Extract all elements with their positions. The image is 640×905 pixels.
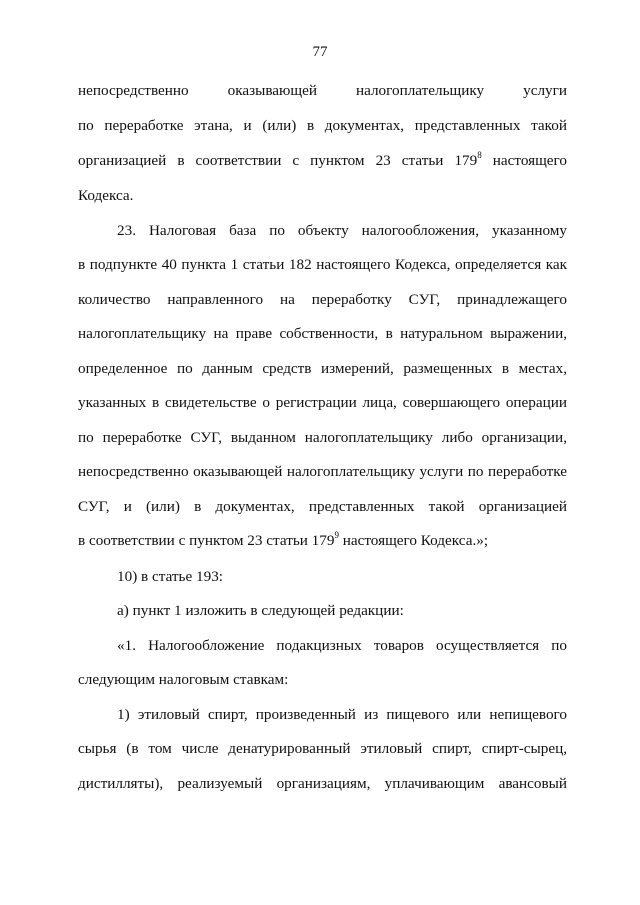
paragraph-first-line: «1. Налогообложение подакцизных товаров осуществляется по — [117, 637, 567, 654]
text-line — [78, 152, 567, 170]
text-line: СУГ, и (или) в документах, представленных такой организацией — [78, 498, 567, 515]
text-line: количество направленного на переработку СУГ, принадлежащего — [78, 291, 567, 308]
superscript-marker: 9 — [334, 530, 339, 540]
paragraph-first-line: а) пункт 1 изложить в следующей редакции: — [117, 602, 404, 619]
text-line: сырья (в том числе денатурированный этиловый спирт, спирт-сырец, — [78, 740, 567, 757]
text-line: налогоплательщику на праве собственности, в натуральном выражении, — [78, 325, 567, 342]
text-fragment: настоящего — [492, 152, 567, 169]
text-line: в подпункте 40 пункта 1 статьи 182 настоящего Кодекса, определяется как — [78, 256, 567, 273]
text-line: непосредственно оказывающей налогоплательщику услуги по переработке — [78, 463, 567, 480]
paragraph-first-line: 1) этиловый спирт, произведенный из пищевого или непищевого — [117, 706, 567, 723]
text-line: Кодекса. — [78, 187, 134, 204]
text-line: указанных в свидетельстве о регистрации лица, совершающего операции — [78, 394, 567, 411]
text-line: непосредственно оказывающей налогоплательщику услуги — [78, 82, 567, 99]
text-fragment: организацией в соответствии с пунктом 23 статьи 179 — [78, 152, 478, 169]
text-line: определенное по данным средств измерений, размещенных в местах, — [78, 360, 567, 377]
text-line — [78, 532, 567, 550]
page-number: 77 — [312, 44, 328, 60]
text-line: следующим налоговым ставкам: — [78, 671, 289, 688]
text-line: по переработке этана, и (или) в документах, представленных такой — [78, 117, 567, 134]
paragraph-first-line: 23. Налоговая база по объекту налогообложения, указанному — [117, 222, 567, 239]
text-line: дистилляты), реализуемый организациям, уплачивающим авансовый — [78, 775, 567, 792]
text-line: по переработке СУГ, выданном налогоплательщику либо организации, — [78, 429, 567, 446]
text-fragment: в соответствии с пунктом 23 статьи 179 — [78, 532, 335, 549]
text-fragment: настоящего Кодекса.»; — [338, 532, 489, 549]
paragraph-first-line: 10) в статье 193: — [117, 568, 224, 585]
superscript-marker: 8 — [477, 150, 482, 160]
